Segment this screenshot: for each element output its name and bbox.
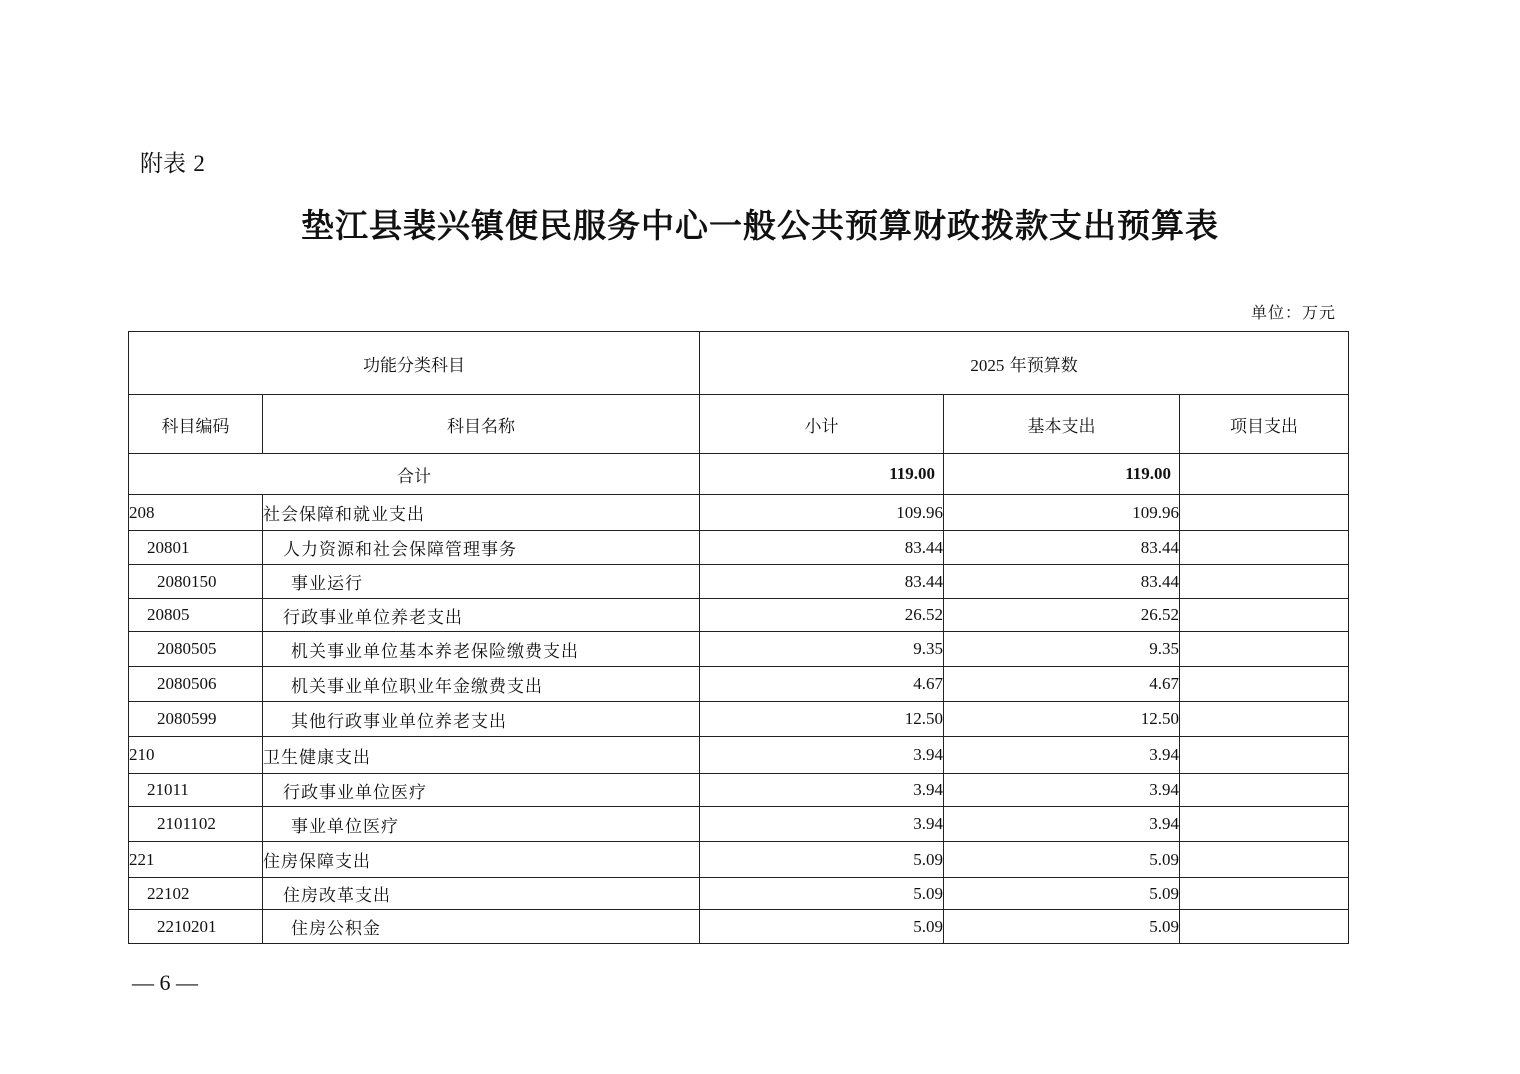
row-basic: 3.94 <box>944 774 1180 807</box>
row-subtotal: 3.94 <box>700 807 944 842</box>
table-row <box>129 667 1349 702</box>
table-row <box>129 807 1349 842</box>
row-subtotal: 109.96 <box>700 495 944 531</box>
row-code: 2080505 <box>129 632 263 667</box>
functional-category-header: 功能分类科目 <box>129 332 700 395</box>
table-row <box>129 878 1349 910</box>
row-project <box>1180 632 1349 667</box>
row-code: 2080150 <box>129 565 263 599</box>
row-project <box>1180 702 1349 737</box>
row-subtotal: 83.44 <box>700 531 944 565</box>
row-subtotal: 4.67 <box>700 667 944 702</box>
row-code: 2080506 <box>129 667 263 702</box>
budget-year-header <box>700 332 1349 395</box>
row-code: 20805 <box>129 599 263 632</box>
row-name: 社会保障和就业支出 <box>263 495 700 531</box>
row-basic: 109.96 <box>944 495 1180 531</box>
row-code: 21011 <box>129 774 263 807</box>
row-name: 住房保障支出 <box>263 842 700 878</box>
total-row <box>129 454 1349 495</box>
row-subtotal: 12.50 <box>700 702 944 737</box>
row-basic: 12.50 <box>944 702 1180 737</box>
table-row <box>129 737 1349 774</box>
row-project <box>1180 565 1349 599</box>
row-name: 事业运行 <box>263 565 700 599</box>
row-code: 22102 <box>129 878 263 910</box>
row-basic: 9.35 <box>944 632 1180 667</box>
row-name: 住房公积金 <box>263 910 700 944</box>
budget-table <box>128 331 1349 944</box>
attachment-number: 2 <box>193 151 205 176</box>
row-subtotal: 26.52 <box>700 599 944 632</box>
row-project <box>1180 737 1349 774</box>
budget-year: 2025 <box>970 355 1005 375</box>
row-basic: 5.09 <box>944 910 1180 944</box>
table-row <box>129 531 1349 565</box>
table-row <box>129 910 1349 944</box>
row-project <box>1180 774 1349 807</box>
row-name: 其他行政事业单位养老支出 <box>263 702 700 737</box>
table-row <box>129 842 1349 878</box>
subtotal-header: 小计 <box>700 395 944 454</box>
row-subtotal: 3.94 <box>700 774 944 807</box>
header-row-1 <box>129 332 1349 395</box>
row-code: 2101102 <box>129 807 263 842</box>
row-code: 208 <box>129 495 263 531</box>
row-basic: 4.67 <box>944 667 1180 702</box>
row-project <box>1180 599 1349 632</box>
code-header: 科目编码 <box>129 395 263 454</box>
row-code: 20801 <box>129 531 263 565</box>
row-basic: 5.09 <box>944 842 1180 878</box>
row-basic: 3.94 <box>944 737 1180 774</box>
table-row <box>129 565 1349 599</box>
total-label: 合计 <box>129 454 700 495</box>
row-project <box>1180 910 1349 944</box>
row-code: 2080599 <box>129 702 263 737</box>
row-name: 机关事业单位基本养老保险缴费支出 <box>263 632 700 667</box>
row-subtotal: 9.35 <box>700 632 944 667</box>
row-code: 210 <box>129 737 263 774</box>
row-project <box>1180 531 1349 565</box>
project-header: 项目支出 <box>1180 395 1349 454</box>
row-subtotal: 3.94 <box>700 737 944 774</box>
table-row <box>129 702 1349 737</box>
row-project <box>1180 667 1349 702</box>
basic-header: 基本支出 <box>944 395 1180 454</box>
row-code: 221 <box>129 842 263 878</box>
row-name: 行政事业单位养老支出 <box>263 599 700 632</box>
row-name: 机关事业单位职业年金缴费支出 <box>263 667 700 702</box>
table-row <box>129 632 1349 667</box>
table-row <box>129 599 1349 632</box>
row-project <box>1180 807 1349 842</box>
page-number: — 6 — <box>132 970 198 995</box>
budget-year-suffix: 年预算数 <box>1004 355 1078 376</box>
row-basic: 5.09 <box>944 878 1180 910</box>
row-subtotal: 5.09 <box>700 910 944 944</box>
table-row <box>129 495 1349 531</box>
row-name: 行政事业单位医疗 <box>263 774 700 807</box>
row-project <box>1180 842 1349 878</box>
row-name: 卫生健康支出 <box>263 737 700 774</box>
name-header: 科目名称 <box>263 395 700 454</box>
row-subtotal: 5.09 <box>700 878 944 910</box>
row-subtotal: 5.09 <box>700 842 944 878</box>
unit-label: 单位：万元 <box>1250 303 1336 322</box>
attachment-label <box>140 145 205 178</box>
row-name: 人力资源和社会保障管理事务 <box>263 531 700 565</box>
row-name: 事业单位医疗 <box>263 807 700 842</box>
row-basic: 3.94 <box>944 807 1180 842</box>
row-code: 2210201 <box>129 910 263 944</box>
row-basic: 83.44 <box>944 565 1180 599</box>
table-row <box>129 774 1349 807</box>
page-title: 垫江县裴兴镇便民服务中心一般公共预算财政拨款支出预算表 <box>301 206 1219 245</box>
attachment-label-text: 附表 <box>140 151 186 177</box>
total-subtotal: 119.00 <box>700 454 944 495</box>
row-project <box>1180 878 1349 910</box>
row-basic: 83.44 <box>944 531 1180 565</box>
row-basic: 26.52 <box>944 599 1180 632</box>
row-subtotal: 83.44 <box>700 565 944 599</box>
total-project <box>1180 454 1349 495</box>
row-name: 住房改革支出 <box>263 878 700 910</box>
total-basic: 119.00 <box>944 454 1180 495</box>
header-row-2 <box>129 395 1349 454</box>
row-project <box>1180 495 1349 531</box>
